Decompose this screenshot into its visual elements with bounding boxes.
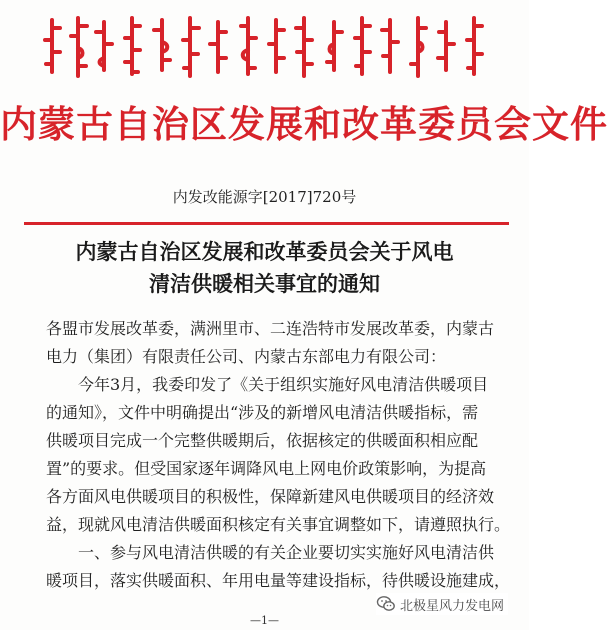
- body-line: 供暖项目完成一个完整供暖期后，依据核定的供暖面积相应配: [46, 431, 479, 450]
- body-line: 各方面风电供暖项目的积极性，保障新建风电供暖项目的经济效: [46, 487, 495, 506]
- mongolian-script-glyphs: [40, 14, 490, 82]
- body-line: 今年3月，我委印发了《关于组织实施好风电清洁供暖项目: [46, 375, 489, 394]
- notice-title-line-1: 内蒙古自治区发展和改革委员会关于风电: [75, 240, 454, 264]
- body-line: 各盟市发展改革委，满洲里市、二连浩特市发展改革委，内蒙古: [46, 319, 495, 338]
- wechat-icon: [376, 594, 396, 614]
- body-line: 电力（集团）有限责任公司、内蒙古东部电力有限公司：: [46, 347, 447, 366]
- body-line: 置”的要求。但受国家逐年调降风电上网电价政策影响，为提高: [46, 459, 487, 478]
- mongolian-script-header: [40, 14, 490, 82]
- watermark-text: 北极星风力发电网: [400, 598, 505, 614]
- document-number: 内发改能源字[2017]720号: [172, 188, 357, 206]
- source-watermark: [376, 593, 508, 615]
- body-line: 暖项目，落实供暖面积、年用电量等建设指标，待供暖设施建成，: [46, 571, 511, 590]
- header-title: 内蒙古自治区发展和改革委员会文件: [0, 103, 608, 146]
- body-line: 的通知》，文件中明确提出“涉及的新增风电清洁供暖指标，需: [46, 403, 479, 422]
- body-line: 一、参与风电清洁供暖的有关企业要切实实施好风电清洁供: [46, 543, 495, 562]
- body-line: 益，现就风电清洁供暖面积核定有关事宜调整如下，请遵照执行。: [46, 515, 511, 534]
- page-number: —1—: [250, 614, 279, 627]
- notice-title-line-2: 清洁供暖相关事宜的通知: [149, 272, 380, 296]
- red-divider: [24, 222, 509, 225]
